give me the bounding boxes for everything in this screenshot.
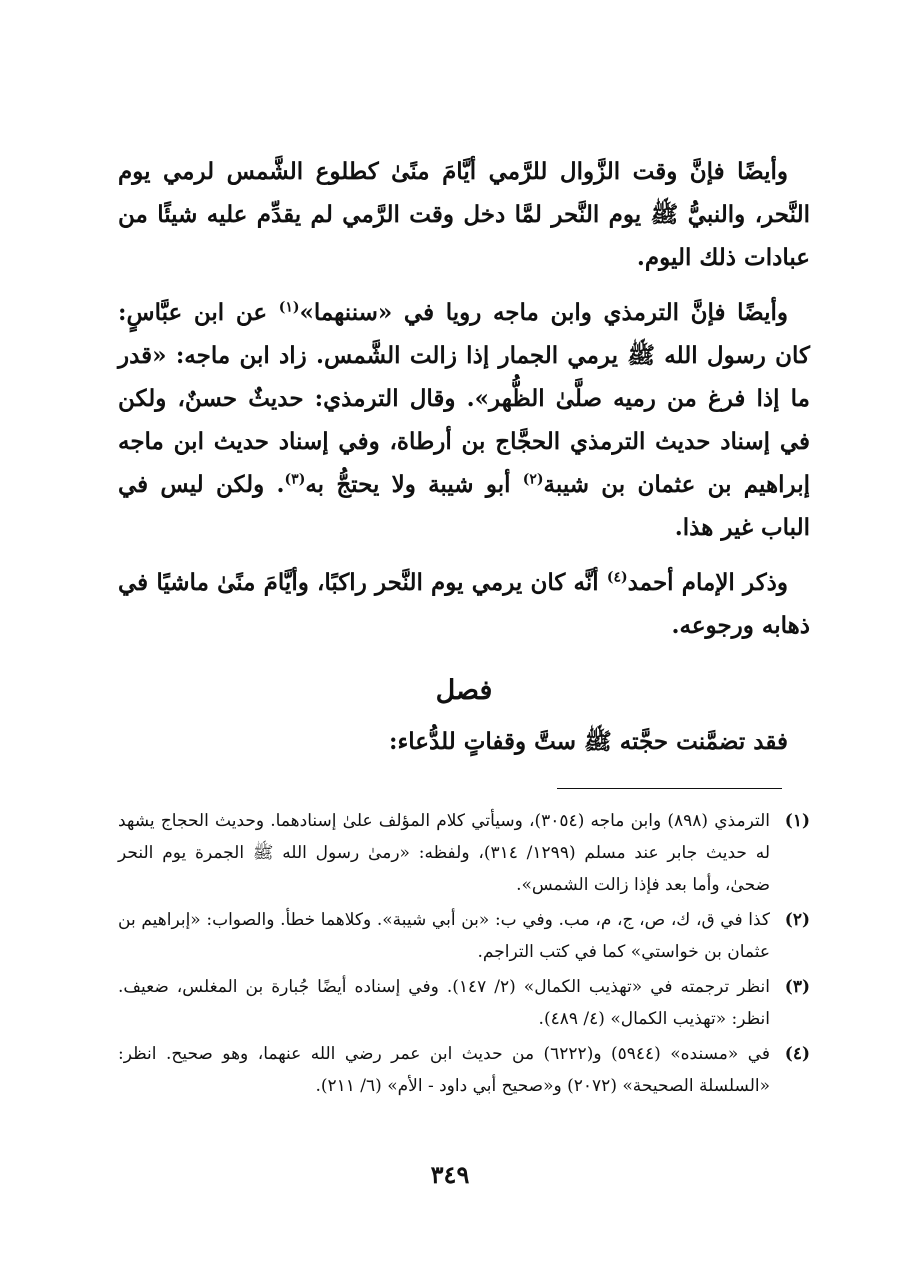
footnote-4-number: (٤): [784, 1044, 810, 1064]
footnote-4: [118, 1038, 810, 1102]
footnote-3-number: (٣): [784, 977, 810, 997]
footnote-1: [118, 805, 810, 901]
footnote-divider: [557, 788, 782, 789]
footnote-2-text: كذا في ق، ك، ص، ج، م، مب. وفي ب: «بن أبي شيبة». وكلاهما خطأ. والصواب: «إبراهيم بن عثمان بن خواستي» كما في كتب التراجم.: [118, 910, 770, 962]
footnote-4-text: في «مسنده» (٥٩٤٤) و(٦٢٢٢) من حديث ابن عمر رضي الله عنهما، وهو صحيح. انظر: «السلسلة الصحيحة» (٢٠٧٢) و«صحيح أبي داود - الأم» (٦/ ٢١١).: [118, 1044, 770, 1096]
paragraph-3-part-1: وذكر الإمام أحمد: [627, 569, 788, 596]
footnote-1-number: (١): [784, 811, 810, 831]
section-heading: فصل: [435, 675, 493, 706]
page-number: ٣٤٩: [430, 1160, 470, 1189]
footnote-2: [118, 904, 810, 968]
footnote-3: [118, 971, 810, 1035]
paragraph-2-part-4: . ولكن ليس في الباب غير هذا.: [118, 471, 810, 541]
paragraph-2-part-1: وأيضًا فإنَّ الترمذي وابن ماجه رويا في «سننهما»: [299, 299, 788, 326]
footnote-ref-4[interactable]: (٤): [606, 569, 628, 586]
footnote-2-number: (٢): [784, 910, 810, 930]
footnote-ref-1[interactable]: (١): [278, 299, 300, 316]
paragraph-2: [118, 291, 810, 549]
paragraph-3-part-2: أنَّه كان يرمي يوم النَّحر راكبًا، وأيَّامَ منًىٰ ماشيًا في ذهابه ورجوعه.: [118, 569, 810, 639]
main-text: [118, 150, 810, 762]
section-intro: فقد تضمَّنت حجَّته ﷺ ستَّ وقفاتٍ للدُّعاء:: [388, 728, 788, 755]
footnotes: [118, 805, 810, 1105]
footnote-1-text: الترمذي (٨٩٨) وابن ماجه (٣٠٥٤)، وسيأتي كلام المؤلف علىٰ إسنادهما. وحديث الحجاج يشهد له حديث جابر عند مسلم (١٢٩٩/ ٣١٤)، ولفظه: «رمىٰ رسول الله ﷺ الجمرة يوم النحر ضحىٰ، وأما بعد فإذا زالت الشمس».: [118, 811, 771, 895]
paragraph-2-part-2: عن ابن عبَّاسٍ: كان رسول الله ﷺ يرمي الجمار إذا زالت الشَّمس. زاد ابن ماجه: «قدر ما إذا فرغ من رميه صلَّىٰ الظُّهر». وقال الترمذي: حديثٌ حسنٌ، ولكن في إسناد حديث الترمذي الحجَّاج بن أرطاة، وفي إسناد حديث ابن ماجه إبراهيم بن عثمان بن شيبة: [118, 299, 810, 498]
footnote-3-text: انظر ترجمته في «تهذيب الكمال» (٢/ ١٤٧). وفي إسناده أيضًا جُبارة بن المغلس، ضعيف. انظر: «تهذيب الكمال» (٤/ ٤٨٩).: [118, 977, 770, 1029]
paragraph-2-part-3: أبو شيبة ولا يحتجُّ به: [305, 471, 523, 498]
footnote-ref-3[interactable]: (٣): [284, 471, 306, 488]
paragraph-3: [118, 561, 810, 647]
paragraph-1: [118, 150, 810, 279]
footnote-ref-2[interactable]: (٢): [522, 471, 544, 488]
paragraph-1-text: وأيضًا فإنَّ وقت الزَّوال للرَّمي أيَّامَ منًىٰ كطلوع الشَّمس لرمي يوم النَّحر، والنبيُّ ﷺ يوم النَّحر لمَّا دخل وقت الرَّمي لم يقدِّم عليه شيئًا من عبادات ذلك اليوم.: [118, 158, 810, 271]
